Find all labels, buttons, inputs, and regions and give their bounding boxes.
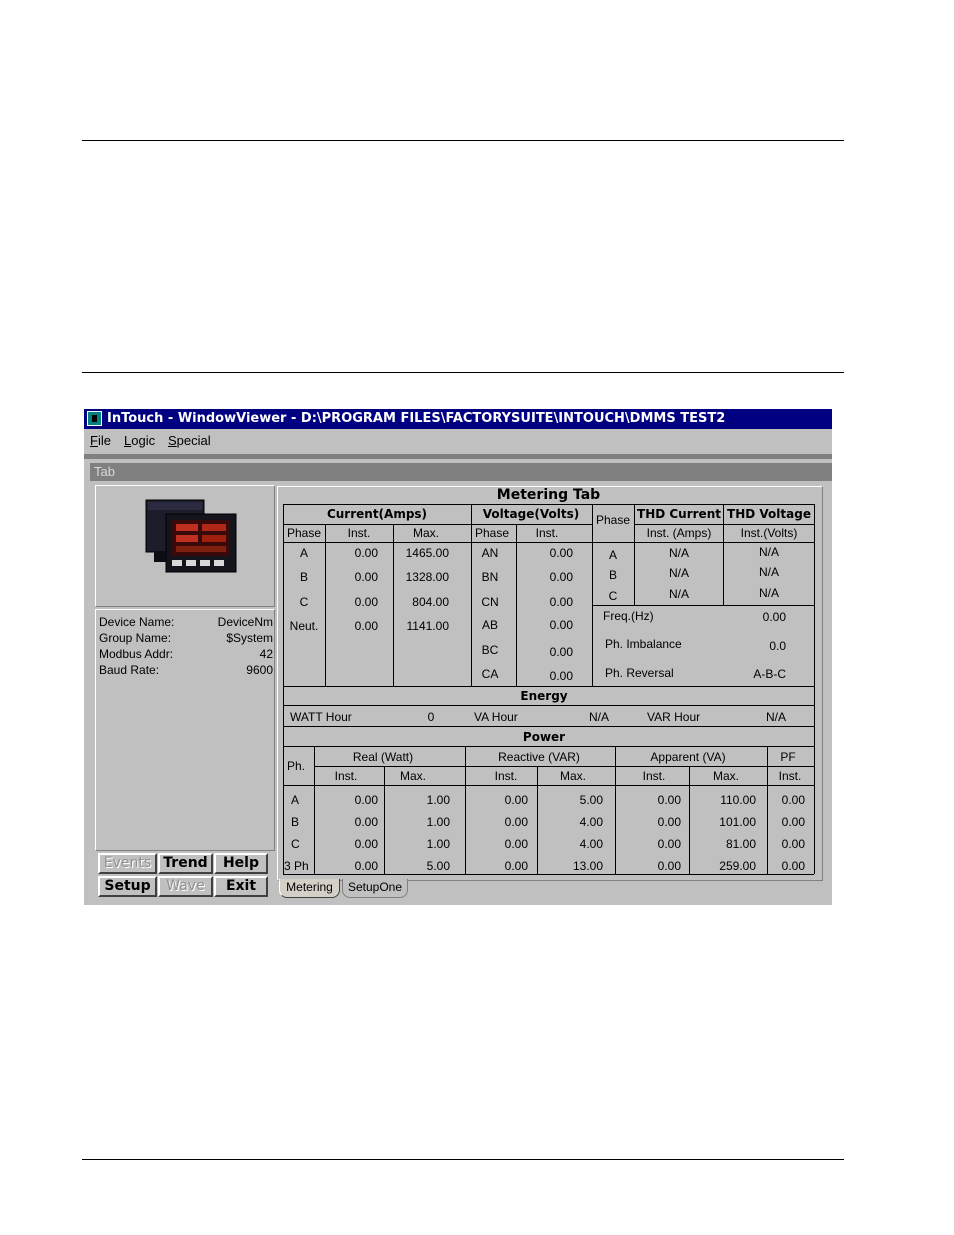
power-cell: 0.00 [781,859,805,873]
menu-logic[interactable]: Logic [124,433,156,448]
menu-special[interactable]: Special [168,433,211,448]
mid-rule [82,372,844,373]
var-hour-label: VAR Hour [647,710,701,724]
var-hour-value: N/A [765,710,787,724]
thd-current-header: THD Current [637,507,721,521]
top-rule [82,140,844,141]
title-bar[interactable] [84,409,832,429]
current-row-max: 1328.00 [405,570,449,584]
power-cell: 13.00 [572,859,603,873]
thd-row-phase: C [608,589,618,603]
power-cell: 4.00 [579,815,603,829]
thd-voltage-header: THD Voltage [727,507,811,521]
power-cell: 101.00 [719,815,756,829]
menu-bar [84,429,832,454]
apparent-va-header: Apparent (VA) [650,750,726,764]
power-cell: 0.00 [781,793,805,807]
power-cell: 81.00 [725,837,756,851]
power-cell: 5.00 [426,859,450,873]
tab-setupone[interactable]: SetupOne [342,879,408,898]
window-title: InTouch - WindowViewer - D:\PROGRAM FILES\FACTORYSUITE\INTOUCH\DMMS TEST2 [107,411,726,426]
power-cell: 4.00 [579,837,603,851]
voltage-row-phase: CA [481,667,499,681]
current-row-inst: 0.00 [354,595,378,609]
real-watt-header: Real (Watt) [352,750,414,764]
device-name-value: DeviceNm [217,615,273,629]
thd-row-phase: B [608,568,618,582]
power-row-ph: C [291,837,300,851]
wave-button[interactable]: Wave [158,876,213,897]
voltage-header: Voltage(Volts) [482,507,580,521]
group-name-value: $System [226,631,273,645]
setup-button[interactable]: Setup [98,876,157,897]
apparent-inst-col: Inst. [642,769,666,783]
freq-label: Freq.(Hz) [603,609,654,623]
pf-header: PF [780,750,796,764]
current-row-phase: A [299,546,309,560]
baud-rate-value: 9600 [246,663,273,677]
voltage-row-inst: 0.00 [549,546,573,560]
device-image-panel [95,485,275,607]
pf-inst-col: Inst. [778,769,802,783]
power-cell: 110.00 [720,793,756,807]
power-meter-icon [96,486,274,606]
reversal-label: Ph. Reversal [605,666,674,680]
power-ph-label: Ph. [286,759,306,773]
device-info-panel [95,609,275,851]
app-icon [87,411,102,426]
current-max-col: Max. [412,526,440,540]
power-row-ph: A [291,793,300,807]
power-cell: 259.00 [719,859,756,873]
current-header: Current(Amps) [326,507,428,521]
tab-metering[interactable]: Metering [279,879,340,898]
imbalance-label: Ph. Imbalance [605,637,682,651]
reversal-value: A-B-C [753,667,786,681]
power-cell: 0.00 [657,793,681,807]
watt-hour-value: 0 [427,710,435,724]
power-cell: 1.00 [426,793,450,807]
current-row-phase: C [299,595,309,609]
current-row-max: 804.00 [412,595,449,609]
power-cell: 0.00 [354,815,378,829]
thd-phase-header: Phase [595,513,631,527]
power-cell: 0.00 [657,837,681,851]
thd-row-voltage: N/A [758,586,780,600]
reactive-var-header: Reactive (VAR) [498,750,580,764]
real-inst-col: Inst. [334,769,358,783]
energy-header: Energy [520,689,568,703]
baud-rate-row: Baud Rate: 9600 [99,663,273,677]
metering-title: Metering Tab [496,487,601,503]
thd-row-current: N/A [668,566,690,580]
power-cell: 0.00 [781,815,805,829]
thd-voltage-sub: Inst.(Volts) [740,526,798,540]
thd-row-voltage: N/A [758,565,780,579]
metering-grid [283,487,814,874]
tab-caption: Tab [90,463,832,481]
device-name-row: Device Name: DeviceNm [99,615,273,629]
intouch-window [84,409,832,905]
va-hour-label: VA Hour [474,710,518,724]
voltage-row-phase: BC [481,643,499,657]
power-cell: 0.00 [781,837,805,851]
voltage-row-inst: 0.00 [549,669,573,683]
power-cell: 1.00 [426,815,450,829]
current-inst-col: Inst. [347,526,371,540]
real-max-col: Max. [399,769,427,783]
power-cell: 0.00 [354,793,378,807]
watt-hour-label: WATT Hour [290,710,352,724]
current-phase-col: Phase [286,526,322,540]
thd-row-phase: A [608,548,618,562]
voltage-row-inst: 0.00 [549,645,573,659]
power-cell: 0.00 [504,793,528,807]
voltage-inst-col: Inst. [535,526,559,540]
power-cell: 0.00 [504,815,528,829]
events-button[interactable]: Events [98,853,157,874]
current-row-max: 1465.00 [405,546,449,560]
thd-current-sub: Inst. (Amps) [646,526,712,540]
exit-button[interactable]: Exit [214,876,268,897]
current-row-phase: Neut. [289,619,319,633]
apparent-max-col: Max. [712,769,740,783]
current-row-inst: 0.00 [354,619,378,633]
current-row-inst: 0.00 [354,570,378,584]
menu-separator [84,454,832,459]
va-hour-value: N/A [588,710,610,724]
trend-button[interactable]: Trend [158,853,213,874]
power-header: Power [522,730,566,744]
voltage-row-phase: BN [481,570,499,584]
voltage-row-phase: AN [481,546,499,560]
power-row-ph: B [291,815,300,829]
modbus-addr-value: 42 [259,647,273,661]
power-cell: 0.00 [354,859,378,873]
voltage-row-inst: 0.00 [549,595,573,609]
help-button[interactable]: Help [214,853,268,874]
current-row-phase: B [299,570,309,584]
thd-row-current: N/A [668,546,690,560]
power-row-ph: 3 Ph [284,859,309,873]
power-cell: 0.00 [504,859,528,873]
thd-row-voltage: N/A [758,545,780,559]
voltage-row-phase: CN [481,595,499,609]
power-cell: 0.00 [657,815,681,829]
bottom-rule [82,1159,844,1160]
voltage-row-inst: 0.00 [549,570,573,584]
thd-row-current: N/A [668,587,690,601]
imbalance-value: 0.0 [769,639,786,653]
voltage-row-phase: AB [481,618,499,632]
power-cell: 1.00 [426,837,450,851]
voltage-phase-col: Phase [474,526,510,540]
freq-value: 0.00 [762,610,786,624]
modbus-addr-row: Modbus Addr: 42 [99,647,273,661]
menu-file[interactable]: File [90,433,111,448]
current-row-max: 1141.00 [406,619,449,633]
group-name-row: Group Name: $System [99,631,273,645]
current-row-inst: 0.00 [354,546,378,560]
voltage-row-inst: 0.00 [549,618,573,632]
power-cell: 0.00 [504,837,528,851]
reactive-max-col: Max. [559,769,587,783]
reactive-inst-col: Inst. [494,769,518,783]
power-cell: 0.00 [354,837,378,851]
power-cell: 5.00 [579,793,603,807]
power-cell: 0.00 [657,859,681,873]
